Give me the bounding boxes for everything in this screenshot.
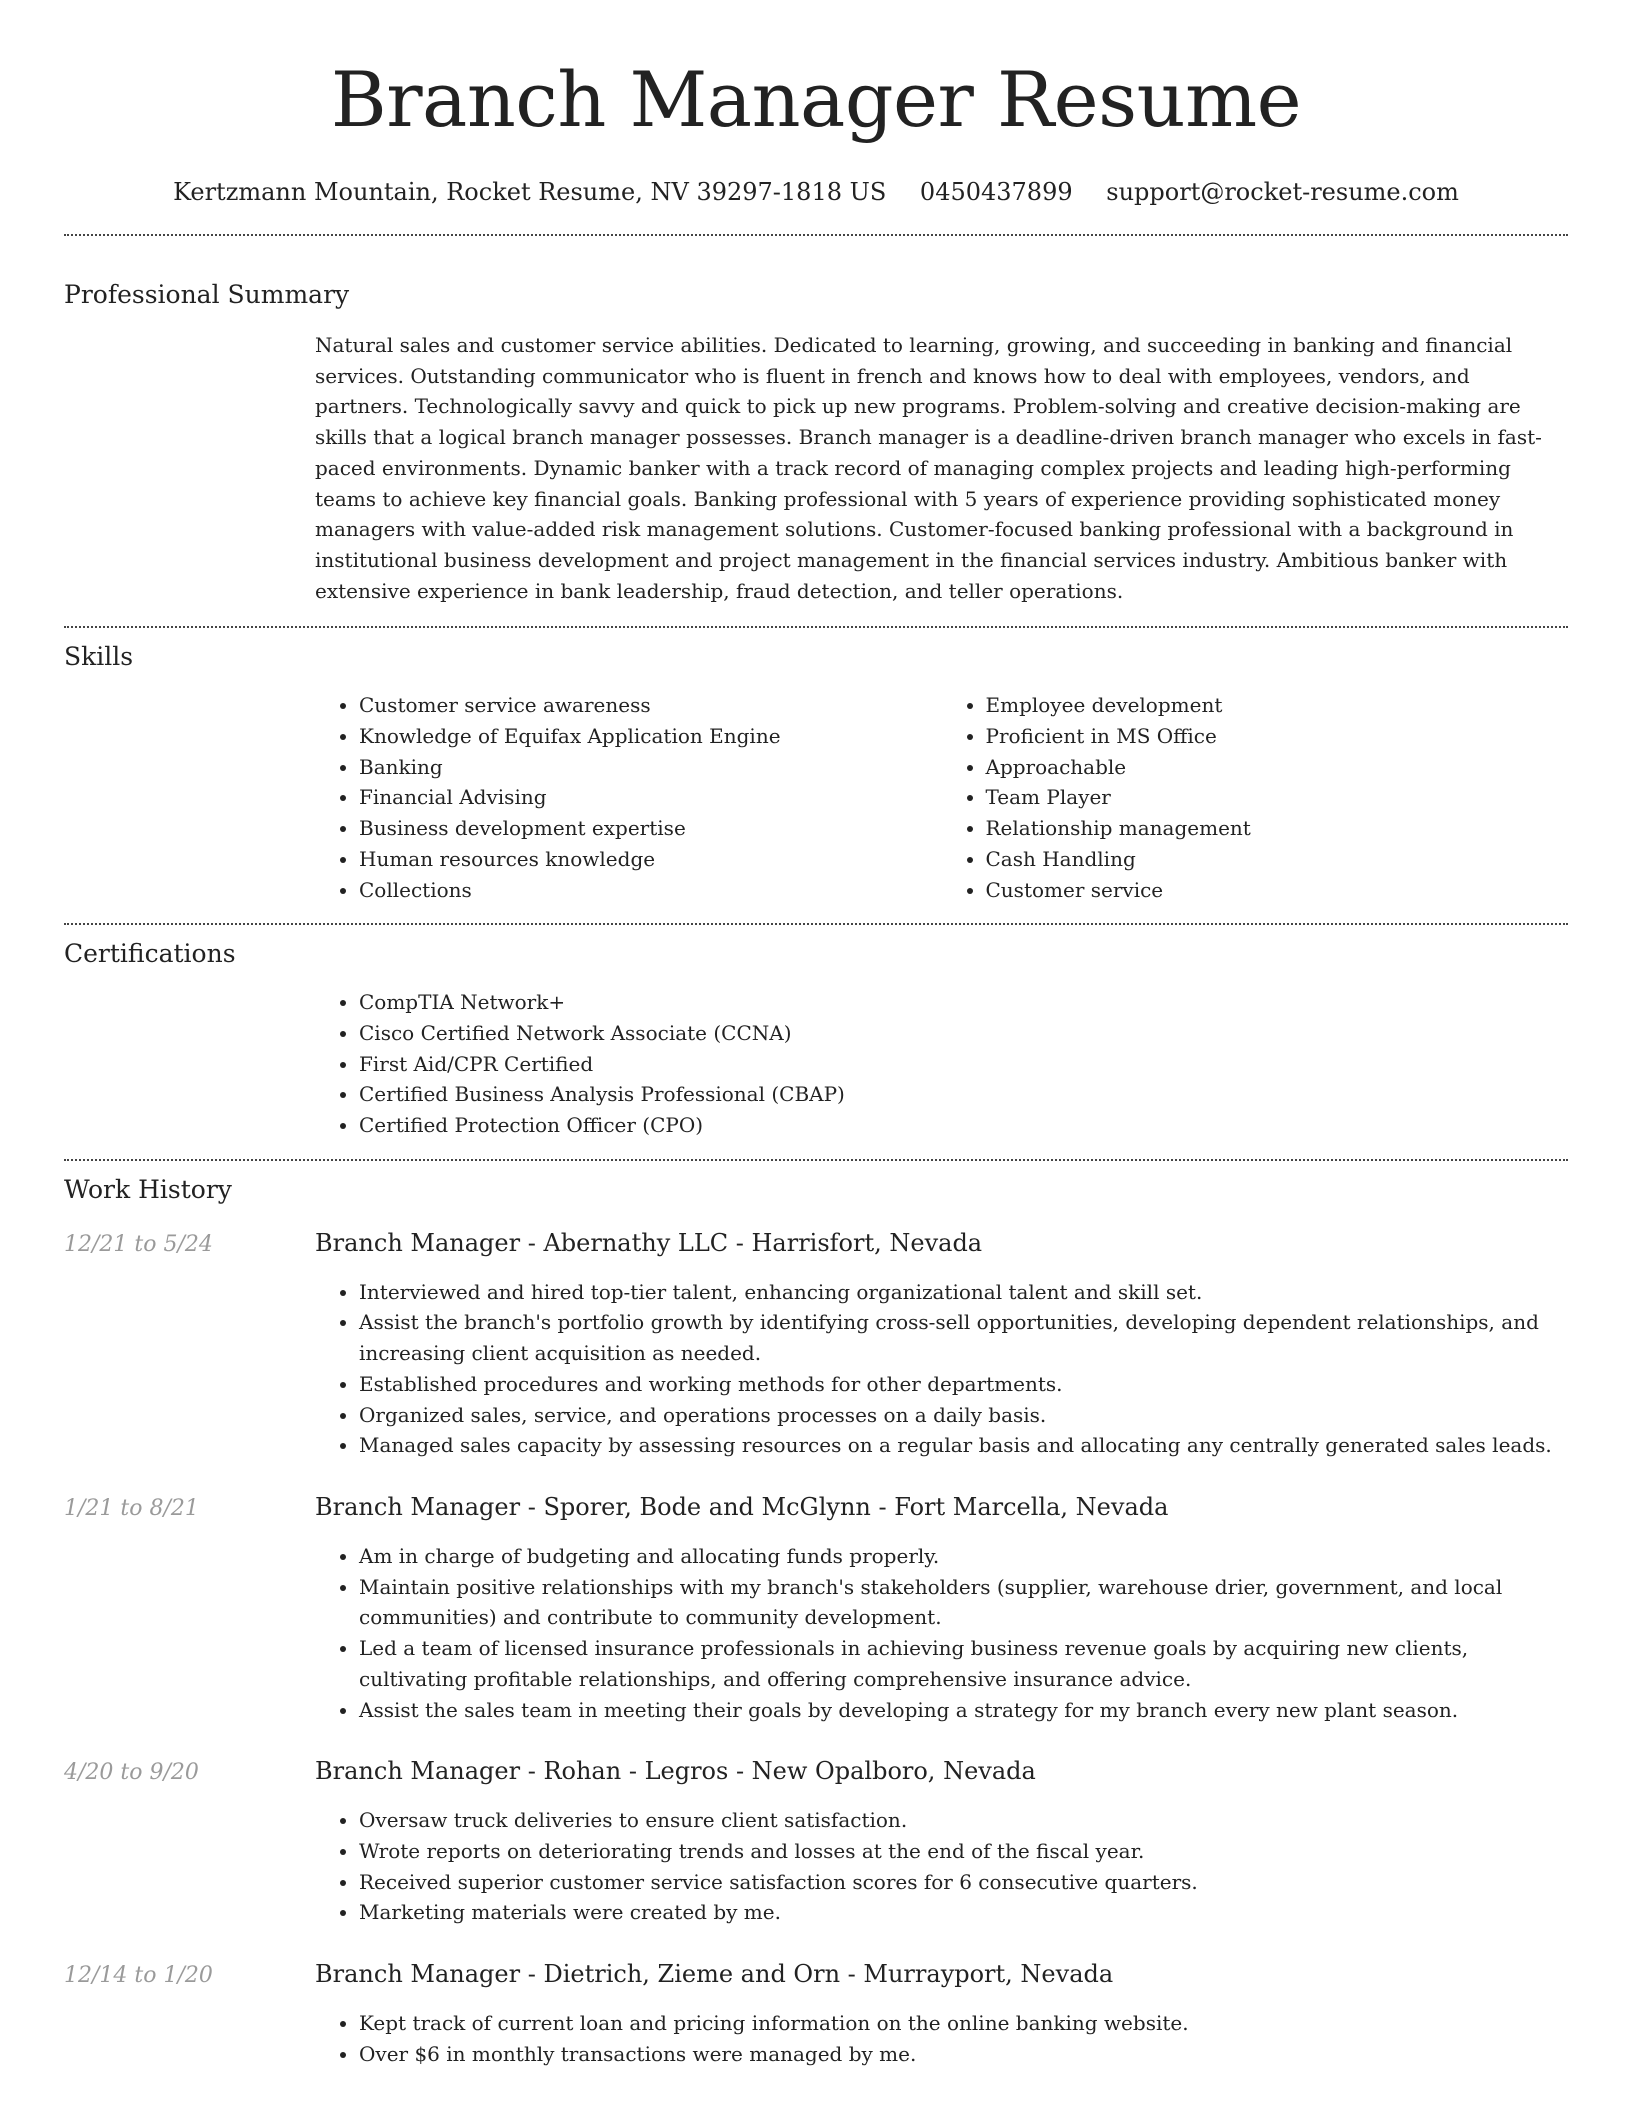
divider xyxy=(64,923,1568,925)
list-item: • Cisco Certified Network Associate (CCNA) xyxy=(359,1018,1568,1049)
contact-phone: 0450437899 xyxy=(919,178,1073,206)
list-item: • Led a team of licensed insurance professionals in achieving business revenue goals by acquiring new clients, cultivating profitable relationships, and offering comprehensive insurance advice. xyxy=(359,1633,1568,1694)
list-item: • Wrote reports on deteriorating trends and losses at the end of the fiscal year. xyxy=(359,1836,1568,1867)
list-item: • Proficient in MS Office xyxy=(986,721,1569,752)
list-item: • Customer service xyxy=(986,875,1569,906)
contact-line xyxy=(64,176,1568,208)
list-item: • Banking xyxy=(359,752,942,783)
job-dates: 12/21 to 5/24 xyxy=(64,1231,213,1257)
list-item: • First Aid/CPR Certified xyxy=(359,1049,1568,1080)
list-item: • Managed sales capacity by assessing resources on a regular basis and allocating any centrally generated sales leads. xyxy=(359,1430,1568,1461)
list-item: • Financial Advising xyxy=(359,782,942,813)
job-entry xyxy=(64,1227,1568,1461)
job-header xyxy=(64,1227,1568,1261)
job-dates: 4/20 to 9/20 xyxy=(64,1760,199,1786)
job-dates: 12/14 to 1/20 xyxy=(64,1963,213,1989)
skills-list-left xyxy=(315,690,942,905)
list-item: • Approachable xyxy=(986,752,1569,783)
job-header xyxy=(64,1755,1568,1789)
list-item: • Assist the branch's portfolio growth by identifying cross-sell opportunities, developing dependent relationships, and increasing client acquisition as needed. xyxy=(359,1307,1568,1368)
contact-address: Kertzmann Mountain, Rocket Resume, NV 39297-1818 US xyxy=(173,178,887,206)
job-bullets xyxy=(315,1277,1568,1461)
job-title: Branch Manager - Sporer, Bode and McGlynn - Fort Marcella, Nevada xyxy=(315,1492,1169,1521)
job-header xyxy=(64,1958,1568,1992)
job-title: Branch Manager - Abernathy LLC - Harrisfort, Nevada xyxy=(315,1228,983,1257)
list-item: • Employee development xyxy=(986,690,1569,721)
list-item: • Maintain positive relationships with my branch's stakeholders (supplier, warehouse drier, government, and local communities) and contribute to community development. xyxy=(359,1572,1568,1633)
section-heading-work-history: Work History xyxy=(64,1174,232,1204)
list-item: • Assist the sales team in meeting their goals by developing a strategy for my branch every new plant season. xyxy=(359,1695,1568,1726)
list-item: • Cash Handling xyxy=(986,844,1569,875)
section-heading-summary: Professional Summary xyxy=(64,280,350,309)
skills-list-right xyxy=(942,690,1569,905)
list-item: • Collections xyxy=(359,875,942,906)
list-item: • Relationship management xyxy=(986,813,1569,844)
job-header xyxy=(64,1491,1568,1525)
list-item: • CompTIA Network+ xyxy=(359,987,1568,1018)
summary-block xyxy=(315,330,1568,606)
list-item: • Team Player xyxy=(986,782,1569,813)
certifications-block xyxy=(315,987,1568,1141)
summary-text: Natural sales and customer service abilities. Dedicated to learning, growing, and succeeding in banking and financial services. Outstanding communicator who is fluent in french and knows how to deal with employees, vendors, and partners. Technologically savvy and quick to pick up new programs. Problem-solving and creative decision-making are skills that a logical branch manager possesses. Branch manager is a deadline-driven branch manager who excels in fast-paced environments. Dynamic banker with a track record of managing complex projects and leading high-performing teams to achieve key financial goals. Banking professional with 5 years of experience providing sophisticated money managers with value-added risk management solutions. Customer-focused banking professional with a background in institutional business development and project management in the financial services industry. Ambitious banker with extensive experience in bank leadership, fraud detection, and teller operations. xyxy=(315,333,1542,603)
list-item: • Marketing materials were created by me. xyxy=(359,1897,1568,1928)
list-item: • Knowledge of Equifax Application Engine xyxy=(359,721,942,752)
resume-title: Branch Manager Resume xyxy=(330,55,1302,144)
divider xyxy=(64,1159,1568,1161)
job-title: Branch Manager - Rohan - Legros - New Opalboro, Nevada xyxy=(315,1757,1036,1786)
list-item: • Certified Protection Officer (CPO) xyxy=(359,1110,1568,1141)
job-dates: 1/21 to 8/21 xyxy=(64,1495,199,1521)
list-item: • Received superior customer service satisfaction scores for 6 consecutive quarters. xyxy=(359,1867,1568,1898)
job-bullets xyxy=(315,1541,1568,1725)
contact-email: support@rocket-resume.com xyxy=(1106,178,1459,206)
list-item: • Established procedures and working methods for other departments. xyxy=(359,1369,1568,1400)
list-item: • Am in charge of budgeting and allocating funds properly. xyxy=(359,1541,1568,1572)
list-item: • Human resources knowledge xyxy=(359,844,942,875)
certifications-list xyxy=(315,987,1568,1141)
job-bullets xyxy=(315,1805,1568,1928)
resume-page xyxy=(64,0,1568,2069)
list-item: • Interviewed and hired top-tier talent, enhancing organizational talent and skill set. xyxy=(359,1277,1568,1308)
list-item: • Organized sales, service, and operations processes on a daily basis. xyxy=(359,1400,1568,1431)
list-item: • Over $6 in monthly transactions were managed by me. xyxy=(359,2039,1568,2070)
section-heading-skills: Skills xyxy=(64,642,134,672)
list-item: • Certified Business Analysis Professional (CBAP) xyxy=(359,1079,1568,1110)
section-heading-certifications: Certifications xyxy=(64,939,236,969)
job-entry xyxy=(64,1755,1568,1928)
job-entry xyxy=(64,1958,1568,2069)
job-title: Branch Manager - Dietrich, Zieme and Orn - Murrayport, Nevada xyxy=(315,1960,1114,1989)
list-item: • Customer service awareness xyxy=(359,690,942,721)
job-bullets xyxy=(315,2008,1568,2069)
divider xyxy=(64,234,1568,236)
skills-grid xyxy=(315,690,1568,905)
list-item: • Business development expertise xyxy=(359,813,942,844)
list-item: • Oversaw truck deliveries to ensure client satisfaction. xyxy=(359,1805,1568,1836)
job-entry xyxy=(64,1491,1568,1725)
list-item: • Kept track of current loan and pricing information on the online banking website. xyxy=(359,2008,1568,2039)
divider xyxy=(64,626,1568,628)
